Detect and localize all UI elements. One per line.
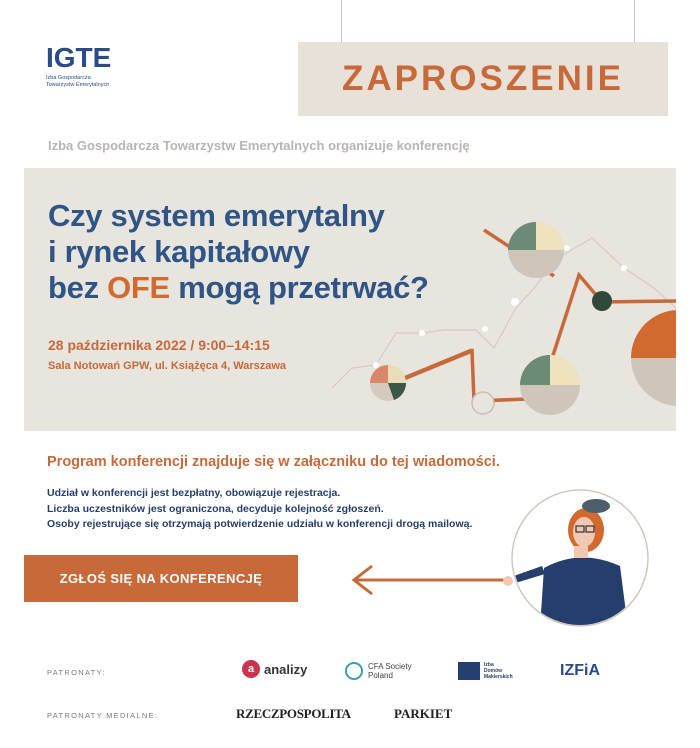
headline-line2: i rynek kapitałowy xyxy=(48,234,310,269)
banner-string-right xyxy=(634,0,635,42)
parkiet-name: PARKIET xyxy=(394,706,453,721)
program-note: Program konferencji znajduje się w załączniku do tej wiadomości. xyxy=(47,454,500,470)
patronaty-medialne-label: PATRONATY MEDIALNE: xyxy=(47,711,159,720)
banner-title: ZAPROSZENIE xyxy=(342,59,624,98)
rz-name: RZECZPOSPOLITA xyxy=(236,706,351,721)
logo-line2: Towarzystw Emerytalnych xyxy=(46,81,110,88)
event-venue: Sala Notowań GPW, ul. Książęca 4, Warszawa xyxy=(48,360,287,372)
idm-logo xyxy=(458,662,513,680)
analizy-logo xyxy=(242,660,307,678)
analizy-icon: a xyxy=(242,660,260,678)
idm-line1: Izba xyxy=(484,662,494,668)
analizy-name: analizy xyxy=(264,661,308,677)
event-date: 28 października 2022 / 9:00–14:15 xyxy=(48,337,270,353)
cfa-line1: CFA Society xyxy=(368,662,412,671)
cfa-line2: Poland xyxy=(368,671,393,680)
igte-logo xyxy=(46,44,136,88)
info-line: Udział w konferencji jest bezpłatny, obowiązuje rejestracja. xyxy=(47,487,341,499)
headline-line1: Czy system emerytalny xyxy=(48,198,385,233)
banner-string-left xyxy=(341,0,342,42)
idm-icon xyxy=(458,662,480,680)
idm-text xyxy=(484,662,513,680)
cfa-logo xyxy=(345,662,412,680)
izfia-logo xyxy=(560,662,600,680)
headline-line3-pre: bez xyxy=(48,270,108,305)
hero-panel xyxy=(24,168,676,431)
headline-line3 xyxy=(48,270,429,306)
info-line: Osoby rejestrujące się otrzymają potwierdzenie udziału w konferencji drogą mailową. xyxy=(47,518,473,530)
invitation-banner xyxy=(298,42,668,116)
presenter-illustration xyxy=(340,488,690,628)
register-button[interactable]: ZGŁOŚ SIĘ NA KONFERENCJĘ xyxy=(24,555,298,602)
headline-ofe: OFE xyxy=(107,270,170,305)
headline-line3-post: mogą przetrwać? xyxy=(169,270,429,305)
cfa-globe-icon xyxy=(345,662,363,680)
idm-line3: Maklerskich xyxy=(484,674,513,680)
parkiet-logo xyxy=(394,706,452,722)
logo-acronym: IGTE xyxy=(46,42,112,73)
patronaty-label: PATRONATY: xyxy=(47,668,106,677)
izfia-name: IZFiA xyxy=(560,662,600,679)
rzeczpospolita-logo xyxy=(236,706,351,722)
subtitle: Izba Gospodarcza Towarzystw Emerytalnych organizuje konferencję xyxy=(48,138,470,153)
info-line: Liczba uczestników jest ograniczona, decyduje kolejność zgłoszeń. xyxy=(47,502,384,515)
idm-line2: Domów xyxy=(484,668,503,674)
hero-headline xyxy=(48,198,429,306)
cfa-text xyxy=(368,662,412,680)
logo-line1: Izba Gospodarcza xyxy=(46,75,91,81)
